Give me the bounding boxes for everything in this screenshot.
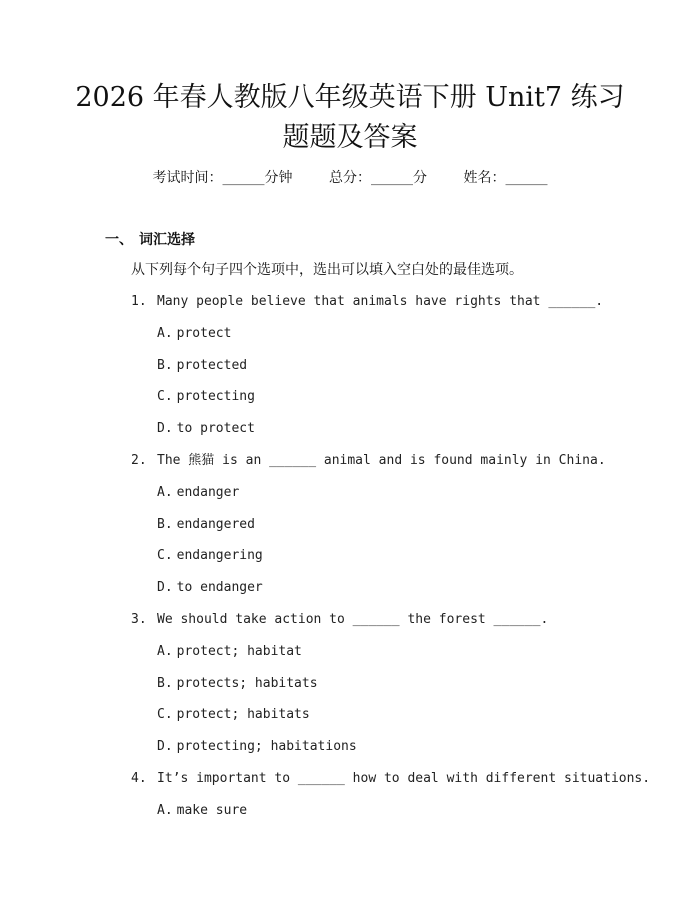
question-4 (131, 769, 671, 801)
section-title: 词汇选择 (139, 232, 195, 248)
question-number: 4. (131, 770, 147, 786)
question-text: Many people believe that animals have rights that ______. (157, 294, 604, 309)
question-3-option-a (131, 642, 671, 674)
option-text: to protect (176, 421, 255, 437)
title-line-2: 题题及答案 (282, 122, 418, 153)
option-text: protect; habitats (176, 707, 310, 723)
document-title (60, 78, 640, 158)
question-text: It’s important to ______ how to deal with different situations. (157, 770, 651, 786)
question-1-option-a (131, 324, 671, 356)
option-letter: A. (157, 484, 173, 500)
option-letter: D. (157, 739, 173, 755)
option-letter: C. (157, 707, 173, 723)
question-3-option-b (131, 674, 671, 706)
option-letter: C. (157, 389, 173, 405)
option-text: protected (176, 357, 248, 373)
option-letter: B. (157, 675, 173, 691)
question-2-option-a (131, 483, 671, 515)
question-3-option-c (131, 705, 671, 737)
option-letter: B. (157, 516, 173, 532)
question-number: 2. (131, 452, 147, 468)
option-letter: D. (157, 421, 173, 437)
title-line-1: 2026 年春人教版八年级英语下册 Unit7 练习 (75, 82, 625, 113)
option-text: protect (176, 325, 232, 341)
option-text: endangered (176, 516, 255, 532)
option-text: endangering (176, 548, 263, 564)
exam-meta (0, 168, 700, 188)
question-list (131, 292, 671, 833)
section-instructions: 从下列每个句子四个选项中，选出可以填入空白处的最佳选项。 (131, 262, 523, 278)
option-letter: A. (157, 802, 173, 818)
student-name: 姓名：______ (463, 170, 548, 186)
exam-total-score: 总分：______分 (329, 170, 427, 186)
question-1-option-c (131, 387, 671, 419)
question-2-option-c (131, 546, 671, 578)
question-text: The 熊猫 is an ______ animal and is found mainly in China. (157, 452, 606, 468)
question-1 (131, 292, 671, 324)
question-number: 3. (131, 611, 147, 627)
option-text: protects; habitats (176, 675, 318, 691)
option-text: protecting (176, 389, 255, 405)
question-3-option-d (131, 737, 671, 769)
question-4-option-a (131, 801, 671, 833)
section-number: 一、 (105, 232, 133, 248)
exam-time: 考试时间：______分钟 (152, 170, 293, 186)
question-2 (131, 451, 671, 483)
option-letter: C. (157, 548, 173, 564)
option-text: protect; habitat (176, 643, 302, 659)
option-text: make sure (176, 802, 248, 818)
question-2-option-b (131, 515, 671, 547)
section-heading (105, 230, 195, 250)
option-text: protecting; habitations (176, 739, 357, 755)
option-letter: B. (157, 357, 173, 373)
option-text: endanger (176, 484, 240, 500)
option-letter: D. (157, 580, 173, 596)
question-number: 1. (131, 294, 147, 309)
question-text: We should take action to ______ the forest ______. (157, 611, 549, 627)
option-letter: A. (157, 325, 173, 341)
option-text: to endanger (176, 580, 263, 596)
question-1-option-d (131, 419, 671, 451)
question-1-option-b (131, 356, 671, 388)
option-letter: A. (157, 643, 173, 659)
question-3 (131, 610, 671, 642)
question-2-option-d (131, 578, 671, 610)
